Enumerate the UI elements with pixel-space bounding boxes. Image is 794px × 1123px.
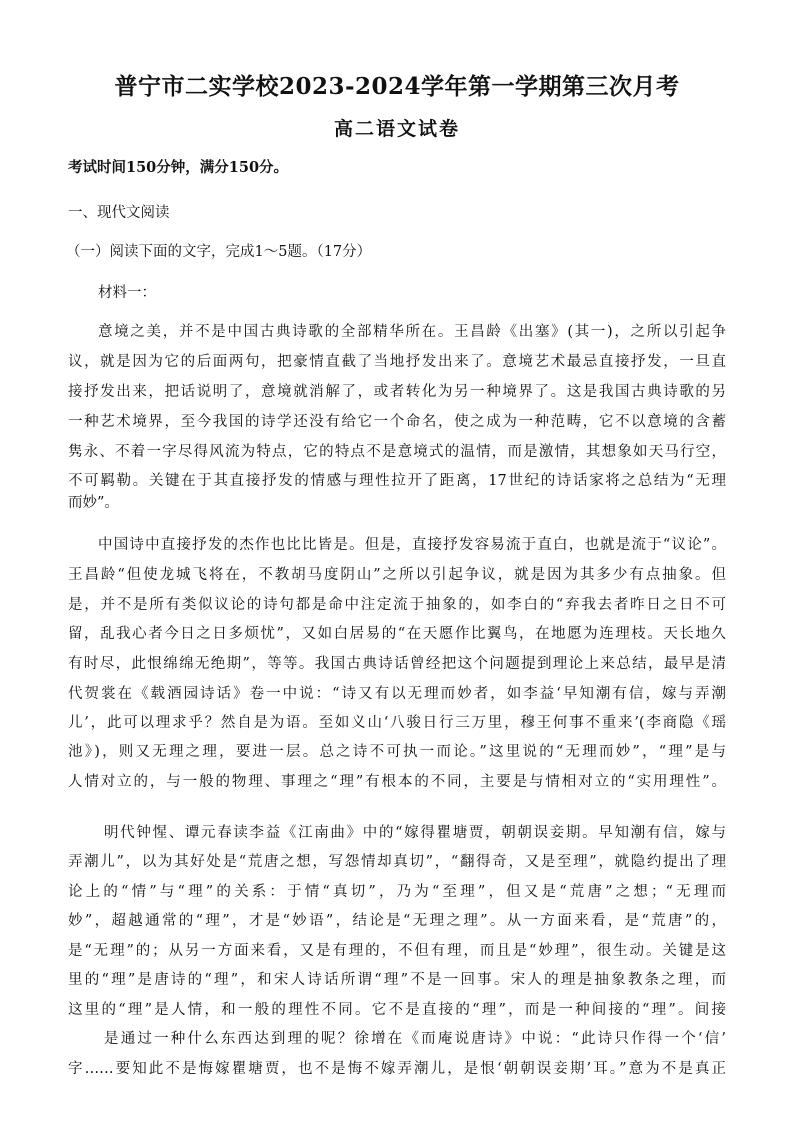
paragraph-line: 意境之美，并不是中国古典诗歌的全部精华所在。王昌龄《出塞》(其一)，之所以引起争 [98,324,726,340]
paragraph-line: 字……要知此不是悔嫁瞿塘贾，也不是悔不嫁弄潮儿，是恨‘朝朝误妾期’耳。”意为不是真正 [68,1061,726,1077]
paragraph-line: 一种艺术境界，至今我国的诗学还没有给它一个命名，使之成为一种范畴，它不以意境的含蓄 [68,414,726,430]
material-label: 材料一： [98,285,156,301]
paragraph-line: 弄潮儿”，以为其好处是“荒唐之想，写怨情却真切”，“翻得奇，又是至理”，就隐约提出了理 [68,854,726,870]
paragraph-line: 议，就是因为它的后面两句，把豪情直截了当地抒发出来了。意境艺术最忌直接抒发，一旦直 [68,354,726,370]
paragraph-line: 儿’，此可以理求乎？然自是为语。至如义山‘八骏日行三万里，穆王何事不重来’(李商隐《瑶 [68,715,726,731]
paragraph-line: 不可羁勒。关键在于其直接抒发的情感与理性拉开了距离，17世纪的诗话家将之总结为“无理 [68,473,726,489]
paragraph-line: 而妙”。 [68,495,119,511]
paragraph-line: 是通过一种什么东西达到理的呢？徐增在《而庵说唐诗》中说：“此诗只作得一个‘信’ [104,1031,726,1047]
paragraph-line: 隽永、不着一字尽得风流为特点，它的特点不是意境式的温情，而是激情，其想象如天马行空， [68,444,726,460]
paragraph-line: 妙”，超越通常的“理”，才是“妙语”，结论是“无理之理”。从一方面来看，是“荒唐”的， [68,913,726,929]
paragraph-line: 中国诗中直接抒发的杰作也比比皆是。但是，直接抒发容易流于直白，也就是流于“议论”。 [98,537,726,553]
exam-title: 普宁市二实学校2023-2024学年第一学期第三次月考 [114,73,680,100]
paragraph-line: 池》)，则又无理之理，要进一层。总之诗不可执一而论。”这里说的“无理而妙”，“理”是与 [68,744,726,760]
paragraph-line: 明代钟惺、谭元春读李益《江南曲》中的“嫁得瞿塘贾，朝朝误妾期。早知潮有信，嫁与 [104,825,726,841]
section-heading: 一、现代文阅读 [68,205,170,221]
paragraph-line: 代贺裳在《载酒园诗话》卷一中说：“诗又有以无理而妙者，如李益‘早知潮有信，嫁与弄潮 [68,686,726,702]
exam-info: 考试时间150分钟，满分150分。 [68,159,289,176]
paragraph-line: 论上的“情”与“理”的关系：于情“真切”，乃为“至理”，但又是“荒唐”之想；“无理而 [68,884,726,900]
question-intro: （一）阅读下面的文字，完成1～5题。（17分） [66,244,372,260]
paragraph-line: 留，乱我心者今日之日多烦忧”，又如白居易的“在天愿作比翼鸟，在地愿为连理枝。天长地久 [68,626,726,642]
paragraph-line: 这里的“理”是人情，和一般的理性不同。它不是直接的“理”，而是一种间接的“理”。间接 [68,1002,726,1018]
paragraph-line: 是“无理”的；从另一方面来看，又是有理的，不但有理，而且是“妙理”，很生动。关键是这 [68,943,726,959]
paragraph-line: 有时尽，此恨绵绵无绝期”，等等。我国古典诗话曾经把这个问题提到理论上来总结，最早是清 [68,656,726,672]
paragraph-line: 是，并不是所有类似议论的诗句都是命中注定流于抽象的，如李白的“弃我去者昨日之日不可 [68,597,726,613]
paragraph-line: 王昌龄“但使龙城飞将在，不教胡马度阴山”之所以引起争议，就是因为其多少有点抽象。但 [68,567,726,583]
exam-subtitle: 高二语文试卷 [333,118,460,140]
paragraph-line: 人情对立的，与一般的物理、事理之“理”有根本的不同，主要是与情相对立的“实用理性”。 [68,774,726,790]
paragraph-line: 接抒发出来，把话说明了，意境就消解了，或者转化为另一种境界了。这是我国古典诗歌的另 [68,384,726,400]
paragraph-line: 里的“理”是唐诗的“理”，和宋人诗话所谓“理”不是一回事。宋人的理是抽象教条之理，而 [68,972,726,988]
